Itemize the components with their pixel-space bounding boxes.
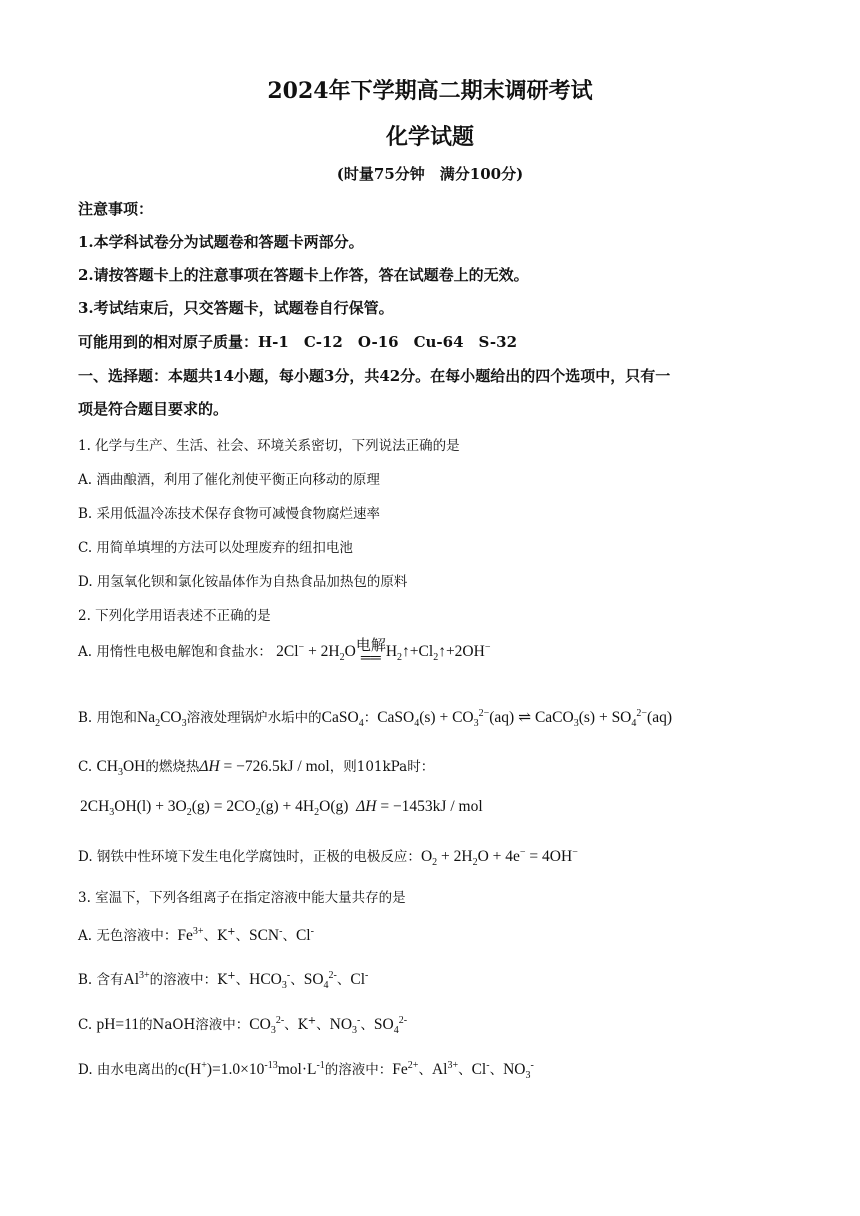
note-item-3: 3.考试结束后，只交答题卡，试题卷自行保管。 (78, 299, 394, 317)
q1-option-d: D. 用氢氧化钡和氯化铵晶体作为自热食品加热包的原料 (78, 574, 408, 590)
exam-subject: 化学试题 (385, 124, 474, 150)
q2-option-c: C. $CH_3OH$的燃烧热ΔH = −726.5kJ / mol，则101kPa时： (78, 758, 435, 779)
q3-option-b: B. 含有$Al^{3+}$的溶液中：K+、$HCO_3^-$、$SO_4^{2-}$、Cl- (78, 969, 369, 992)
electrolysis-condition: 电解 (355, 638, 386, 654)
q3-option-c: C. pH=11的NaOH溶液中：$CO_3^{2-}$、K+、$NO_3^-$、$SO_4^{2-}$ (78, 1014, 408, 1037)
q2-option-d: D. 钢铁中性环境下发生电化学腐蚀时，正极的电极反应：$O_2 + 2H_2O + 4e^- = 4OH^-$ (78, 846, 578, 869)
q3-option-d: D. 由水电离出的$c(H^+)=1.0\times 10^{-13}mol\cdot L^{-1}$的溶液中：$Fe^{2+}$、$Al^{3+}$、Cl-、$NO_3^-$ (78, 1059, 534, 1082)
section1-line2: 项是符合题目要求的。 (78, 400, 229, 418)
q1-option-b: B. 采用低温冷冻技术保存食物可减慢食物腐烂速率 (78, 506, 381, 522)
note-item-2: 2.请按答题卡上的注意事项在答题卡上作答，答在试题卷上的无效。 (78, 266, 529, 284)
q2-c-equation: $2CH_3OH(l) + 3O_2(g) = 2CO_2(g) + 4H_2O(g) \Delta H = -1453kJ$ / mol (80, 798, 483, 819)
atomic-masses: 可能用到的相对原子质量：H-1 C-12 O-16 Cu-64 S-32 (78, 333, 518, 351)
exam-title: 2024年下学期高二期末调研考试 (267, 78, 593, 104)
exam-time-info: (时量75分钟 满分100分) (336, 165, 524, 183)
q2-stem: 2. 下列化学用语表述不正确的是 (78, 608, 271, 624)
q1-option-c: C. 用简单填埋的方法可以处理废弃的纽扣电池 (78, 540, 353, 556)
notes-heading: 注意事项： (78, 200, 154, 218)
section1-line1: 一、选择题：本题共14小题，每小题3分，共42分。在每小题给出的四个选项中，只有一 (78, 367, 671, 385)
q2-a-equation: $2Cl^- + 2H_2O$ 电解 ══ $H_2↑+Cl_2↑+2OH^-$ (276, 638, 491, 666)
q3-stem: 3. 室温下，下列各组离子在指定溶液中能大量共存的是 (78, 890, 406, 906)
q1-option-a: A. 酒曲酿酒，利用了催化剂使平衡正向移动的原理 (78, 472, 380, 488)
note-item-1: 1.本学科试卷分为试题卷和答题卡两部分。 (78, 233, 364, 251)
q2-option-b: B. 用饱和$Na_2CO_3$溶液处理锅炉水垢中的CaSO$_4$：CaSO$_4$(s) + $CO_3^{2-}(aq)$ ⇌ CaCO$_3$(s) + $SO_4^{2-}(aq)$ (78, 707, 672, 730)
q3-option-a: A. 无色溶液中：$Fe^{3+}$、K+、SCN-、Cl- (78, 925, 314, 944)
q2-option-a: A. 用惰性电极电解饱和食盐水： $2Cl^- + 2H_2O$ 电解 ══ $H_2↑+Cl_2↑+2OH^-$ (78, 638, 491, 666)
q1-stem: 1. 化学与生产、生活、社会、环境关系密切，下列说法正确的是 (78, 438, 460, 454)
